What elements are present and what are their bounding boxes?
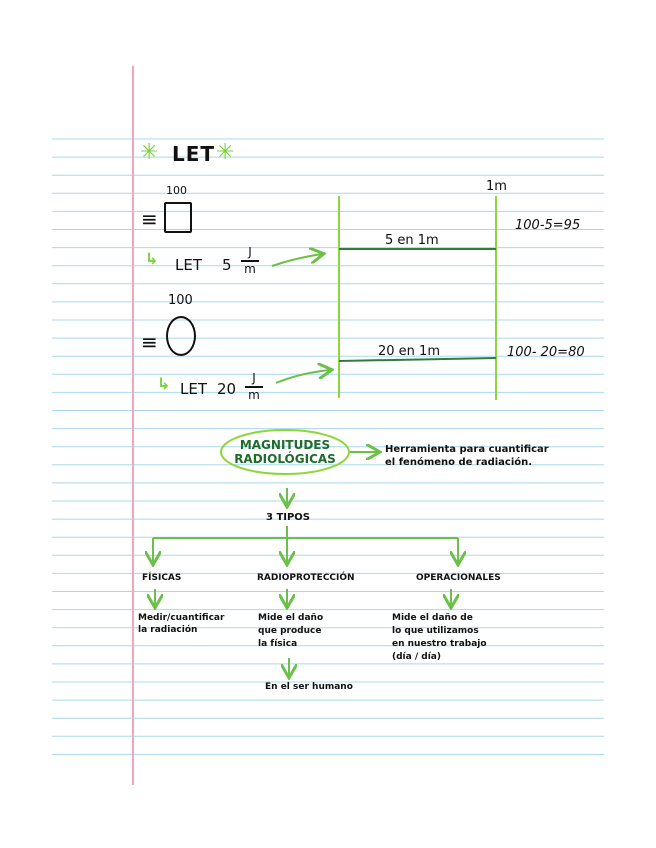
branch-desc-operacionales xyxy=(392,612,487,664)
let2-den: m xyxy=(248,388,260,402)
desc-line: Medir/cuantificar xyxy=(138,613,225,623)
line1-label: 5 en 1m xyxy=(385,233,439,248)
branch-extra-radioproteccion: En el ser humano xyxy=(265,682,353,692)
scale-label: 1m xyxy=(486,179,507,194)
equiv-symbol-2: ≡ xyxy=(141,330,158,354)
circle-label: 100 xyxy=(168,293,193,308)
desc-line: Mide el daño de xyxy=(392,613,473,623)
desc-line: Mide el daño xyxy=(258,613,324,623)
desc-line: (día / día) xyxy=(392,652,441,662)
square-label: 100 xyxy=(166,184,187,197)
title-star-right-icon: ✳ xyxy=(216,140,235,165)
main-concept-line1: MAGNITUDES xyxy=(239,438,331,452)
desc-line: la radiación xyxy=(138,625,198,635)
definition-line2: el fenómeno de radiación. xyxy=(385,457,533,468)
let1-prefix: LET xyxy=(175,256,202,274)
let1-value: 5 xyxy=(222,256,232,274)
let2-prefix: LET xyxy=(180,380,207,398)
branch-name-fisicas: FÍSICAS xyxy=(142,573,182,583)
desc-line: lo que utilizamos xyxy=(392,626,479,636)
calc2: 100- 20=80 xyxy=(507,345,585,360)
branch-name-operacionales: OPERACIONALES xyxy=(416,573,501,583)
let1-den: m xyxy=(244,262,256,276)
definition-line1: Herramienta para cuantificar xyxy=(385,444,549,455)
main-concept-text xyxy=(225,438,345,466)
let2-value: 20 xyxy=(217,380,237,398)
types-label: 3 TIPOS xyxy=(266,512,311,523)
branch-desc-radioproteccion xyxy=(258,612,323,651)
calc1: 100-5=95 xyxy=(515,218,581,233)
desc-line: en nuestro trabajo xyxy=(392,639,487,649)
hook-arrow-icon-1: ↳ xyxy=(145,249,159,268)
line2-label: 20 en 1m xyxy=(378,344,440,359)
branch-name-radioproteccion: RADIOPROTECCIÓN xyxy=(257,573,355,583)
desc-line: que produce xyxy=(258,626,322,636)
let1-num: J xyxy=(248,245,252,259)
equiv-symbol-1: ≡ xyxy=(141,207,158,231)
branch-desc-fisicas xyxy=(138,612,224,636)
title-star-left-icon: ✳ xyxy=(140,140,159,165)
let2-num: J xyxy=(252,371,256,385)
page-title: LET xyxy=(172,142,216,166)
desc-line: la física xyxy=(258,639,298,649)
definition-text xyxy=(385,443,549,469)
hook-arrow-icon-2: ↳ xyxy=(157,374,171,393)
main-concept-line2: RADIOLÓGICAS xyxy=(234,452,336,466)
